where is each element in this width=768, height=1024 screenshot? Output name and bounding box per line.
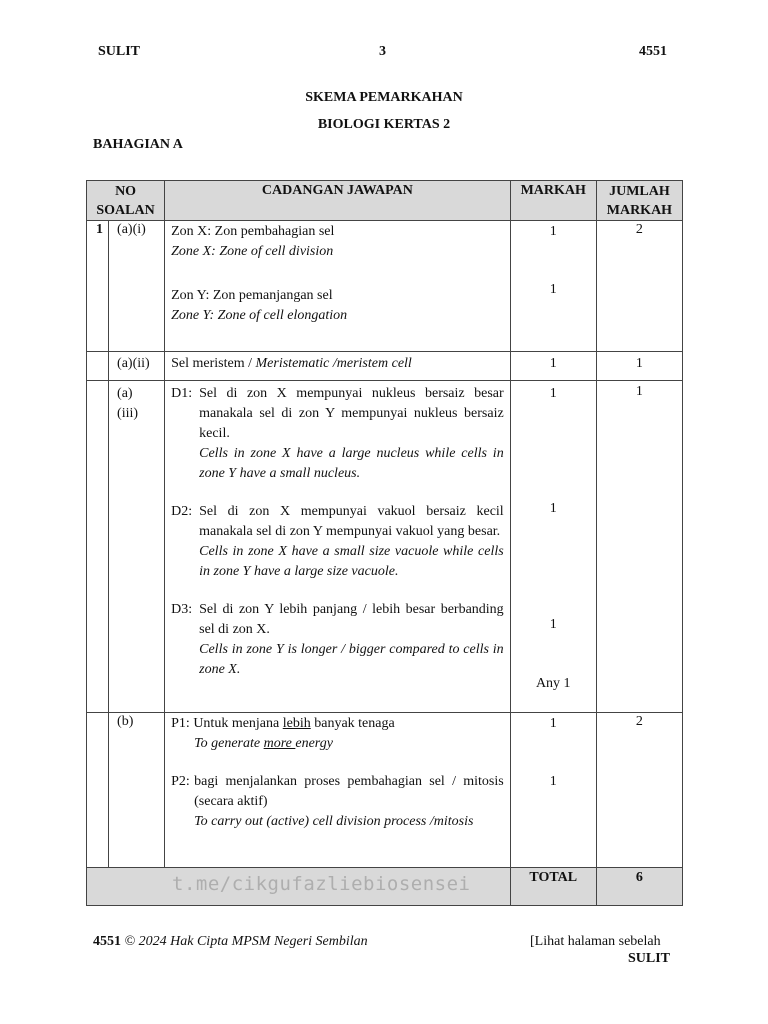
- footer-next-page: [Lihat halaman sebelah: [530, 934, 661, 949]
- answer-cell: [165, 713, 511, 868]
- sub-question: (a) (iii): [109, 381, 165, 713]
- total-cell: 2: [596, 221, 682, 352]
- header-cadangan-jawapan: CADANGAN JAWAPAN: [165, 181, 511, 221]
- document-subtitle: BIOLOGI KERTAS 2: [317, 117, 451, 132]
- header-jumlah-markah: JUMLAH MARKAH: [596, 181, 682, 221]
- marking-scheme-table: [86, 180, 683, 906]
- sub-question: (a)(i): [109, 221, 165, 352]
- answer-cell: [165, 381, 511, 713]
- mark-cell: 1 1 1 Any 1: [510, 381, 596, 713]
- mark-cell: 1 1: [510, 713, 596, 868]
- header-markah: MARKAH: [510, 181, 596, 221]
- table-header-row: [87, 181, 683, 221]
- answer-point-d2: D2: Sel di zon X mempunyai vakuol bersaiz kecil manakala sel di zon Y mempunyai vakuol yang besar. Cells in zone X have a small size vacuole while cells in zone Y have a large size vacuole.: [171, 504, 504, 579]
- total-cell: 2: [596, 713, 682, 868]
- footer-sulit: SULIT: [628, 951, 671, 966]
- header-no-soalan: NO SOALAN: [87, 181, 165, 221]
- answer-cell: Sel meristem / Meristematic /meristem cell: [165, 352, 511, 381]
- footer-copyright: 4551 © 2024 Hak Cipta MPSM Negeri Sembilan: [93, 934, 368, 949]
- answer-point-p1: P1: Untuk menjana lebih banyak tenaga To generate more energy: [171, 716, 395, 751]
- table-row: [87, 352, 683, 381]
- table-row: [87, 381, 683, 713]
- answer-cell: Zon X: Zon pembahagian sel Zone X: Zone of cell division Zon Y: Zon pemanjangan sel Zone Y: Zone of cell elongation: [165, 221, 511, 352]
- table-row: [87, 713, 683, 868]
- mark-cell: 1 1: [510, 221, 596, 352]
- answer-point-p2: P2: bagi menjalankan proses pembahagian sel / mitosis (secara aktif) To carry out (active) cell division process /mitosis: [171, 774, 504, 829]
- total-value: 6: [596, 868, 682, 906]
- sub-question: (a)(ii): [109, 352, 165, 381]
- answer-point-d3: D3: Sel di zon Y lebih panjang / lebih besar berbanding sel di zon X. Cells in zone Y is longer / bigger compared to cells in zone X.: [171, 602, 504, 677]
- total-cell: 1: [596, 352, 682, 381]
- total-cell: 1: [596, 381, 682, 713]
- sub-question: (b): [109, 713, 165, 868]
- document-title: SKEMA PEMARKAHAN: [305, 90, 463, 105]
- answer-point-d1: D1: Sel di zon X mempunyai nukleus bersaiz besar manakala sel di zon Y mempunyai nukleus bersaiz kecil. Cells in zone X have a large nucleus while cells in zone Y have a small nucleus.: [171, 386, 504, 481]
- page-number: 3: [379, 44, 386, 59]
- header-left: SULIT: [98, 44, 141, 59]
- question-number: 1: [87, 221, 109, 352]
- header-right: 4551: [639, 44, 667, 59]
- mark-cell: 1: [510, 352, 596, 381]
- watermark: t.me/cikgufazliebiosensei: [172, 873, 471, 895]
- any-one-note: Any 1: [535, 676, 571, 691]
- total-label: TOTAL: [510, 868, 596, 906]
- table-row: [87, 221, 683, 352]
- section-title: BAHAGIAN A: [93, 137, 183, 152]
